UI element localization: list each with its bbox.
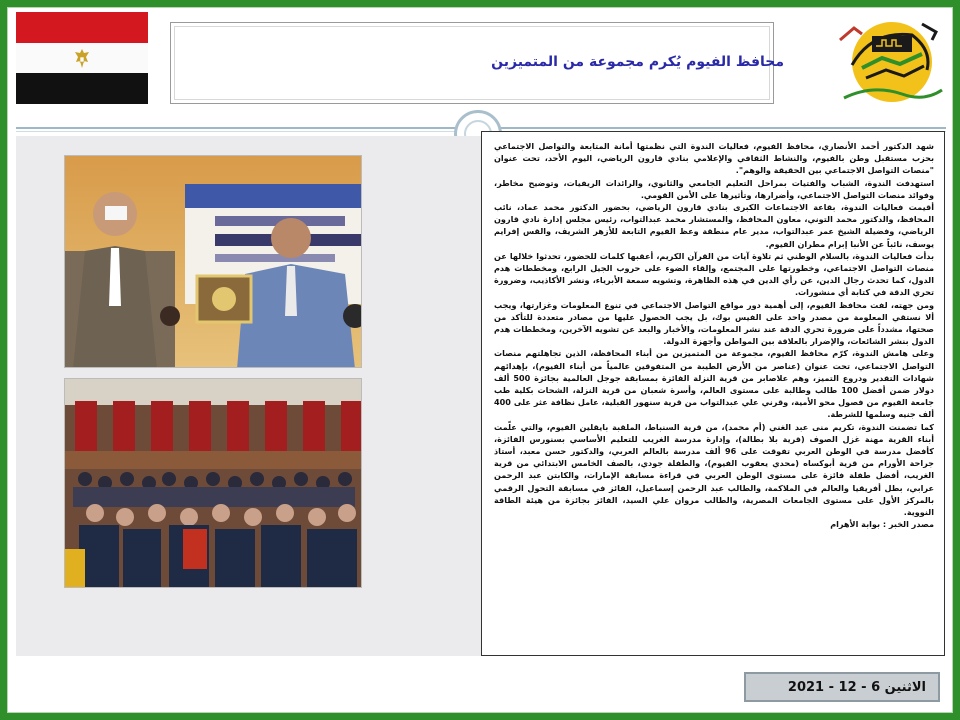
article-paragraph: شهد الدكتور أحمد الأنصاري، محافظ الفيوم، فعاليات الندوة التي نظمتها أمانة المتابعة والتواصل الاجتماعي بحزب مستقبل وطن بالفيوم، والنشاط الثقافي والإعلامي بنادي قارون الرياضي، اليوم الأحد، تحت عنوان "منصات التواصل الاجتماعي بين الحقيقة والوهم". [494, 141, 934, 176]
article-paragraph: ومن جهته، لفت محافظ الفيوم، إلى أهمية دور مواقع التواصل الاجتماعي في تنوع المعلومات وغزارتها، ويجب ألا نستقي المعلومة من مصدر واحد على الفيس بوك، بل يجب الحصول عليها من مصادر متعددة للتأكد من صحتها، مشدداً على ضرورة تحري الدقة عند نشر المعلومات، والأخبار والبعد عن تشويه الآخرين، ومخططات هدم الدول بنشر الشائعات، والإضرار بالعلاقة بين المواطن وأجهزة الدولة. [494, 299, 934, 347]
publish-date: الاثنين 6 - 12 - 2021 [787, 680, 926, 695]
article-paragraph: وعلى هامش الندوة، كرّم محافظ الفيوم، مجموعة من المتميزين من أبناء المحافظة، الذين تجاهلتهم منصات التواصل الاجتماعي، تحت عنوان (عناصر من الأرض الطيبة من المتفوقين عالمياً من أبناء الفيوم)، بإهدائهم شهادات التقدير ودروع التميز، وهم علاصابر من قرية النزلة الفائزة بمسابقة جوجل العالمية بجائزة 500 ألف دولار ضمن أفضل 100 طالب وطالبة على مستوى العالم، وأسرة شعبان من قرية النزلة، الشحات بكلية طب جامعة الفيوم من فصول محو الأمية، وقرني علي عبدالتواب من قرية سنهور القبلية، عامل نظافة عثر على 400 ألف جنيه وسلمها للشرطة. [494, 348, 934, 420]
date-bar [744, 672, 940, 702]
article-box [481, 131, 945, 656]
award-photo [64, 155, 362, 368]
article-body [494, 140, 934, 531]
audience-photo [64, 378, 362, 588]
article-paragraph: كما تضمنت الندوة، تكريم منى عبد الغني (أم محمد)، من قرية السنباط، الملقبة بايقلين الفيوم، والتي علّمت أبناء القرية مهنة غزل الصوف (قرية بلا بطالة)، وإدارة مدرسة الغريب للتعليم الأساسي بسنورس الفائزة، كأفضل مدرسة في الوطن العربي تفوقت على 96 ألف مدرسة بالعالم العربي، والدكتور حسن معبد، أستاذ جراحة الأورام من قرية أبوكساه (محدي يعقوب الفيوم)، والطفلة جودي، بالصف الخامس الابتدائي من قرية الغريب، أفضل طفلة فائزة على مستوى الوطن العربي في قراءة مسابقة الإمارات، والكابتن عبد الرحمن عرابي، بطل أفريقيا والعالم في الملاكمة، والطالب عبد الرحمن إسماعيل، الفائز في مسابقة التحول الرقمي بالمركز الأول على مستوى الجامعات المصرية، والطالب مروان علي السيد، الفائز بجائزة من هيئة الطاقة النووية. [494, 421, 934, 518]
article-source: مصدر الخبر : بوابة الأهرام [830, 519, 934, 530]
egypt-flag-icon [16, 12, 148, 104]
eagle-icon [72, 48, 92, 70]
fayoum-governorate-logo [832, 10, 946, 110]
article-paragraph: أقيمت فعاليات الندوة، بقاعة الاجتماعات الكبرى بنادي قارون الرياضي، بحضور الدكتور محمد عماد، نائب المحافظ، والدكتور محمد التوني، معاون المحافظ، والمستشار محمد عبدالتواب، رئيس مجلس إدارة نادي قارون الرياضي، وفضيلة الشيخ عمر عبدالتواب، مدير عام منطقة وعظ الفيوم التابعة للأزهر الشريف، والقس إفرايم يوسف، نائباً عن الأنبا إبرام مطران الفيوم. [494, 202, 934, 249]
article-paragraph: بدأت فعاليات الندوة، بالسلام الوطني ثم تلاوة آيات من القرآن الكريم، أعقبها كلمات للحضور، تحدثوا خلالها عن منصات التواصل الاجتماعي، وخطورتها على المجتمع، وإلقاء الضوء على حروب الجيل الرابع، ومخططات هدم الدول، كما تحدث رجال الدين، عن رأي الدين في هذه الظاهرة، وتشويه سمعة الأبرياء، ونشر الأكاذيب، وضرورة تحري الدقة في كتابة أي منشورات. [494, 250, 934, 298]
article-paragraph: استهدفت الندوة، الشباب والفتيات بمراحل التعليم الجامعي والثانوي، والرائدات الريفيات، وتوضيح مخاطر، وفوائد منصات التواصل الاجتماعي، وأضرارها، وتأثيرها على الأمن القومي. [494, 177, 934, 200]
page-title: محافظ الفيوم يُكرم مجموعة من المتميزين [491, 54, 784, 70]
